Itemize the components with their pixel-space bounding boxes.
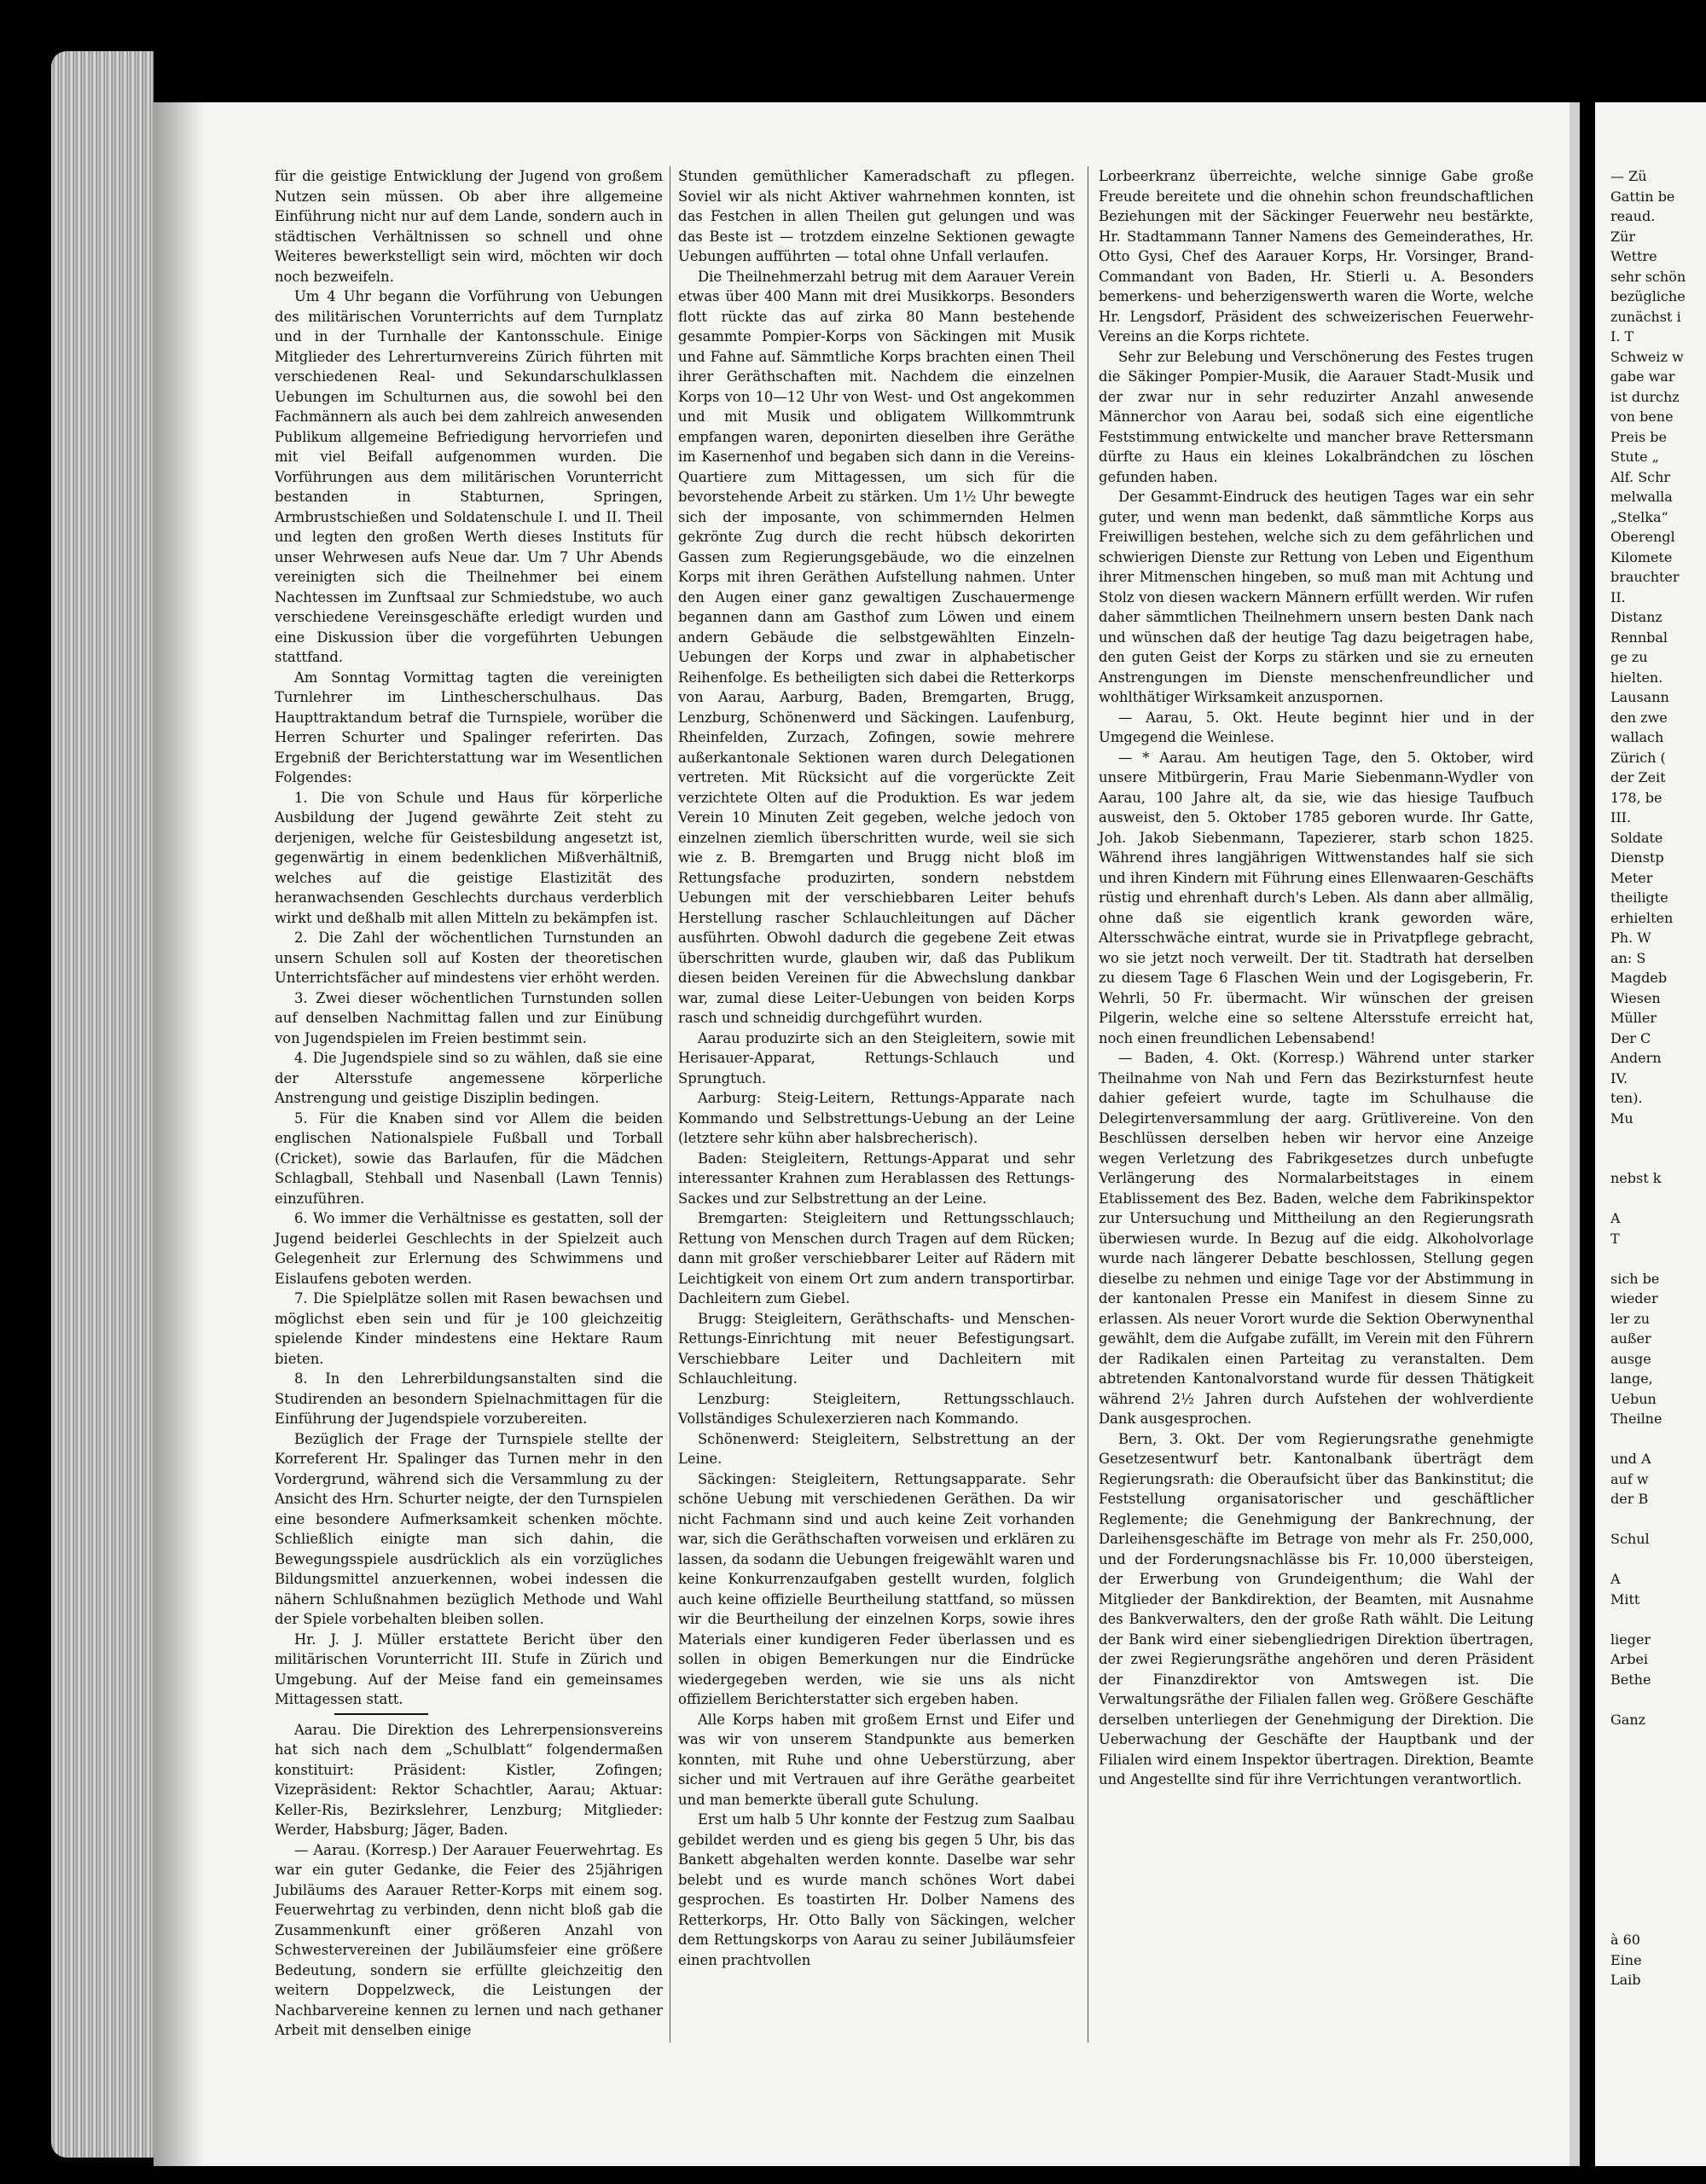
facing-page-line: ten). bbox=[1610, 1090, 1643, 1106]
paragraph: — Aarau, 5. Okt. Heute beginnt hier und in der Umgegend die Weinlese. bbox=[1099, 709, 1534, 745]
facing-page-line bbox=[1610, 1609, 1706, 1630]
paragraph: 2. Die Zahl der wöchentlichen Turnstunden an unsern Schulen soll auf Kosten der theoretischen Unterrichtsfächer auf mindestens vier erhöht werden. bbox=[275, 930, 663, 986]
paragraph: Lorbeerkranz überreichte, welche sinnige Gabe große Freude bereitete und die ohnehin schon freundschaftlichen Beziehungen mit der Säckinger Feuerwehr neu bestärkte, Hr. Stadtammann Tanner Namens des Gemeinderathes, Hr. Otto Gysi, Chef des Aarauer Korps, Hr. Vorsinger, Brand-Commandant von Baden, Hr. Stierli u. A. Besonders bemerkens- und beherzigenswerth waren die Worte, welche Hr. Lengsdorf, Präsident des schweizerischen Feuerwehr-Vereins an die Korps richtete. bbox=[1099, 168, 1534, 345]
paragraph: 7. Die Spielplätze sollen mit Rasen bewachsen und möglichst eben sein und für je 100 gleichzeitig spielende Kinder mindestens eine Hektare Raum bieten. bbox=[275, 1290, 663, 1367]
facing-page-line: hielten. bbox=[1610, 669, 1663, 686]
facing-page-line: außer bbox=[1610, 1330, 1651, 1347]
facing-page-line: Zür bbox=[1610, 228, 1636, 245]
paragraph: Die Theilnehmerzahl betrug mit dem Aarauer Verein etwas über 400 Mann mit drei Musikkorps. Besonders flott rückte das auf zirka 80 Mann bestehende gesammte Pompier-Korps von Säckingen mit Musik und Fahne auf. Sämmtliche Korps brachten einen Theil ihrer Geräthschaften mit. Nachdem die einzelnen Korps von 10—12 Uhr von West- und Ost angekommen und mit Musik und obligatem Willkommtrunk empfangen waren, deponirten dieselben ihre Geräthe im Kasernenhof und begaben sich dann in die Vereins-Quartiere zum Mittagessen, um sich für die bevorstehende Arbeit zu stärken. Um 1½ Uhr bewegte sich der imposante, von schimmernden Helmen gekrönte Zug durch die recht hübsch dekorirten Gassen zum Regierungsgebäude, wo die einzelnen Korps mit ihren Geräthen Aufstellung nahmen. Unter den Augen einer ganz gewaltigen Zuschauermenge begannen dann am Gasthof zum Löwen und einem andern Gebäude die selbstgewählten Einzeln-Uebungen der Korps und zwar in alphabetischer Reihenfolge. Es betheiligten sich dabei die Retterkorps von Aarau, Aarburg, Baden, Bremgarten, Brugg, Lenzburg, Schönenwerd und Säckingen. Laufenburg, Rheinfelden, Zurzach, Zofingen, sowie mehrere außerkantonale Sektionen waren durch Delegationen vertreten. Mit Rücksicht auf die vorgerückte Zeit verzichtete Olten auf die Produktion. Es war jedem Verein 10 Minuten Zeit gegeben, welche jedoch von einzelnen ziemlich überschritten wurde, weil sie sich wie z. B. Bremgarten und Brugg nicht bloß im Rettungsfache produzirten, sondern nebstdem Uebungen mit der verschiebbaren Leiter behufs Herstellung rascher Schlauchleitungen auf Dächer ausführten. Obwohl dadurch die gegebene Zeit etwas überschritten wurde, glauben wir, daß das Publikum diesen beiden Vereinen für die Abwechslung dankbar war, zumal diese Leiter-Uebungen von beiden Korps rasch und schneidig durchgeführt wurden. bbox=[678, 268, 1075, 1026]
facing-page-line: ist durchz bbox=[1610, 388, 1680, 405]
gutter-shadow bbox=[154, 102, 205, 2166]
paragraph: — Aarau. (Korresp.) Der Aarauer Feuerwehrtag. Es war ein guter Gedanke, die Feier des 25jährigen Jubiläums des Aarauer Retter-Korps mit einem sog. Feuerwehrtag zu verbinden, denn nicht bloß gab die Zusammenkunft einer größeren Anzahl von Schwestervereinen der Jubiläumsfeier eine größere Bedeutung, sondern sie erfüllte gleichzeitig den weitern Doppelzweck, die Leistungen der Nachbarvereine kennen zu lernen und nach gethaner Arbeit mit denselben einige bbox=[275, 1841, 663, 2038]
facing-page-line: auf w bbox=[1610, 1470, 1649, 1487]
paragraph: Säckingen: Steigleitern, Rettungsapparate. Sehr schöne Uebung mit verschiedenen Geräthen. Da wir nicht Fachmann sind und auch keine Zeit vorhanden war, sich die Geräthschaften vorweisen und erklären zu lassen, da sodann die Uebungen freigewählt waren und keine Konkurrenzaufgaben gestellt wurden, folglich auch keine offizielle Beurtheilung stattfand, so müssen wir die Beurtheilung der einzelnen Korps, sowie ihres Materials einer kundigeren Feder überlassen und es sollen in obigen Bemerkungen nur die Eindrücke wiedergegeben werden, wie sie uns als nicht offiziellem Berichterstatter sich ergeben haben. bbox=[678, 1470, 1075, 1707]
facing-page-line: Eine bbox=[1610, 1951, 1642, 1968]
paragraph: Hr. J. J. Müller erstattete Bericht über den militärischen Vorunterricht III. Stufe in Zürich und Umgebung. Auf der Meise fand ein gemeinsames Mittagessen statt. bbox=[275, 1631, 663, 1707]
facing-page-text bbox=[1610, 166, 1706, 1990]
facing-page-line bbox=[1610, 1729, 1706, 1750]
facing-page-line: wallach bbox=[1610, 729, 1664, 745]
facing-page-line: Mu bbox=[1610, 1109, 1633, 1127]
facing-page-line bbox=[1610, 1429, 1706, 1450]
facing-page-line: wieder bbox=[1610, 1290, 1658, 1306]
facing-page-line: sich be bbox=[1610, 1270, 1660, 1287]
facing-page-line: Dienstp bbox=[1610, 849, 1664, 866]
facing-page-line: der Zeit bbox=[1610, 769, 1666, 785]
facing-page-line: an: S bbox=[1610, 949, 1646, 966]
facing-page-line: Gattin be bbox=[1610, 188, 1675, 205]
facing-page-line: brauchter bbox=[1610, 569, 1680, 585]
facing-page-line: Oberengl bbox=[1610, 529, 1675, 545]
paragraph: — Baden, 4. Okt. (Korresp.) Während unter starker Theilnahme von Nah und Fern das Bezirksturnfest heute dahier gefeiert wurde, tagte im Schulhause die Delegirtenversammlung der aarg. Grütlivereine. Von den Beschlüssen derselben heben wir hervor eine Anzeige wegen Verletzung des Fabrikgesetzes durch unbefugte Verlängerung des Normalarbeitstages in einem Etablissement des Bez. Baden, welche dem Fabrikinspektor zur Untersuchung und Mittheilung an den Regierungsrath überwiesen wurde. In Bezug auf die eidg. Alkoholvorlage wurde nach längerer Debatte beschlossen, Stellung gegen dieselbe zu nehmen und einige Tage vor der Abstimmung in der kantonalen Presse ein Manifest in diesem Sinne zu erlassen. Als neuer Vorort wurde die Sektion Oberwynenthal gewählt, dem die Aufgabe zufällt, im Verein mit den Führern der Radikalen einen Parteitag zu veranstalten. Dem abtretenden Kantonalvorstand wurde für dessen Thätigkeit während 2½ Jahren durch Aufstehen der wohlverdiente Dank ausgesprochen. bbox=[1099, 1050, 1534, 1427]
paragraph: — * Aarau. Am heutigen Tage, den 5. Oktober, wird unsere Mitbürgerin, Frau Marie Siebenmann-Wydler von Aarau, 100 Jahre alt, da sie, wie das hiesige Taufbuch ausweist, den 5. Oktober 1785 geboren wurde. Ihr Gatte, Joh. Jakob Siebenmann, Tapezierer, starb schon 1825. Während ihres langjährigen Wittwenstandes half sie sich und ihren Kindern mit Führung eines Ellenwaaren-Geschäfts rüstig und ehrenhaft durch's Leben. Als dann aber allmälig, ohne daß sie eigentlich krank geworden wäre, Altersschwäche eintrat, wurde sie in Privatpflege gebracht, wo sie jetzt noch verweilt. Der tit. Stadtrath hat derselben zu diesem Tage 6 Flaschen Wein und der Logisgeberin, Fr. Wehrli, 50 Fr. übermacht. Wir wünschen der greisen Pilgerin, welche eine so seltene Altersstufe erreicht hat, noch einen freundlichen Lebensabend! bbox=[1099, 749, 1534, 1046]
facing-page-line: — Zü bbox=[1610, 168, 1647, 184]
facing-page-line bbox=[1610, 1890, 1706, 1910]
facing-page-line: von bene bbox=[1610, 408, 1674, 425]
facing-page-line: sehr schön bbox=[1610, 268, 1686, 285]
facing-page-line: den zwe bbox=[1610, 709, 1668, 726]
facing-page-line bbox=[1610, 1850, 1706, 1870]
facing-page-line: Preis be bbox=[1610, 428, 1668, 445]
facing-page-line: und A bbox=[1610, 1451, 1651, 1467]
paragraph: Baden: Steigleitern, Rettungs-Apparat und sehr interessanter Krahnen zum Herablassen des Rettungs-Sackes und zur Selbstrettung an der Leine. bbox=[678, 1150, 1075, 1207]
facing-page-line: ausge bbox=[1610, 1350, 1651, 1367]
facing-page-line: Mitt bbox=[1610, 1590, 1640, 1608]
paragraph: Schönenwerd: Steigleitern, Selbstrettung an der Leine. bbox=[678, 1430, 1075, 1467]
facing-page-line bbox=[1610, 1248, 1706, 1269]
facing-page bbox=[1595, 102, 1706, 2166]
paragraph: 8. In den Lehrerbildungsanstalten sind die Studirenden an besondern Spielnachmittagen für die Einführung der Jugendspiele vorzubereiten. bbox=[275, 1370, 663, 1427]
facing-page-line: Arbei bbox=[1610, 1651, 1649, 1667]
facing-page-line: Andern bbox=[1610, 1050, 1662, 1066]
paragraph: Aarau. Die Direktion des Lehrerpensionsvereins hat sich nach dem „Schulblatt“ folgendermaßen konstituirt: Präsident: Kistler, Zofingen; Vizepräsident: Rektor Schachtler, Aarau; Aktuar: Keller-Ris, Bezirkslehrer, Lenzburg; Mitglieder: Werder, Habsburg; Jäger, Baden. bbox=[275, 1721, 663, 1838]
facing-page-line: Müller bbox=[1610, 1010, 1657, 1026]
facing-page-line: nebst k bbox=[1610, 1170, 1662, 1186]
paragraph: 3. Zwei dieser wöchentlichen Turnstunden sollen auf denselben Nachmittag fallen und zur Einübung von Jugendspielen im Freien bestimmt sein. bbox=[275, 989, 663, 1046]
section-rule bbox=[334, 1713, 428, 1715]
facing-page-line: lieger bbox=[1610, 1631, 1651, 1648]
facing-page-line: Der C bbox=[1610, 1029, 1651, 1046]
facing-page-line: Meter bbox=[1610, 869, 1653, 886]
facing-page-line bbox=[1610, 1550, 1706, 1570]
facing-page-line: Ph. W bbox=[1610, 930, 1651, 946]
facing-page-line bbox=[1610, 1830, 1706, 1851]
facing-page-line bbox=[1610, 1750, 1706, 1770]
article-column-2 bbox=[678, 166, 1075, 1970]
facing-page-line bbox=[1610, 1770, 1706, 1790]
facing-page-line: I. T bbox=[1610, 328, 1634, 345]
facing-page-line: Soldate bbox=[1610, 829, 1663, 846]
paragraph: Um 4 Uhr begann die Vorführung von Uebungen des militärischen Vorunterrichts auf dem Turnplatz und in der Turnhalle der Kantonsschule. Einige Mitglieder des Lehrerturnvereins Zürich führten mit verschiedenen Real- und Sekundarschulklassen Uebungen im Schulturnen aus, die sowohl bei den Fachmännern als auch bei dem zahlreich anwesenden Publikum allgemeine Befriedigung hervorriefen und mit viel Beifall aufgenommen wurden. Die Vorführungen aus dem militärischen Vorunterricht bestanden in Stabturnen, Springen, Armbrustschießen und Soldatenschule I. und II. Theil und legten den großen Werth dieses Instituts für unser Wehrwesen aufs Neue dar. Um 7 Uhr Abends vereinigten sich die Theilnehmer bei einem Nachtessen im Zunftsaal zur Schmiedstube, wo auch verschiedene Vereinsgeschäfte erledigt wurden und eine Diskussion über die vorgeführten Uebungen stattfand. bbox=[275, 288, 663, 665]
facing-page-line: Laib bbox=[1610, 1972, 1641, 1988]
paragraph: Am Sonntag Vormittag tagten die vereinigten Turnlehrer im Linthescherschulhaus. Das Haupttraktandum betraf die Turnspiele, worüber die Herren Schurter und Spalinger referirten. Das Ergebniß der Berichterstattung war im Wesentlichen Folgendes: bbox=[275, 669, 663, 785]
facing-page-line: Distanz bbox=[1610, 609, 1662, 625]
facing-page-line: „Stelka“ bbox=[1610, 508, 1668, 525]
facing-page-line bbox=[1610, 1509, 1706, 1530]
facing-page-line: Lausann bbox=[1610, 689, 1669, 705]
facing-page-line bbox=[1610, 1790, 1706, 1810]
book-edge-left bbox=[51, 51, 154, 2158]
facing-page-line: T bbox=[1610, 1230, 1620, 1247]
paragraph: für die geistige Entwicklung der Jugend von großem Nutzen sein müssen. Ob aber ihre allgemeine Einführung nicht nur auf dem Lande, sondern auch in städtischen Verhältnissen so schnell und ohne Weiteres bewerkstelligt sein wird, möchten wir doch noch bezweifeln. bbox=[275, 168, 663, 285]
facing-page-line: zunächst i bbox=[1610, 308, 1681, 325]
facing-page-line: melwalla bbox=[1610, 489, 1673, 505]
paragraph: 6. Wo immer die Verhältnisse es gestatten, soll der Jugend beiderlei Geschlechts in der Spielzeit auch Gelegenheit zur Erlernung des Schwimmens und Eislaufens geboten werden. bbox=[275, 1210, 663, 1287]
facing-page-line bbox=[1610, 1910, 1706, 1931]
paragraph: Bern, 3. Okt. Der vom Regierungsrathe genehmigte Gesetzesentwurf betr. Kantonalbank überträgt dem Regierungsrath: die Oberaufsicht über das Bankinstitut; die Feststellung organisatorischer und geschäftlicher Reglemente; die Genehmigung der Bankrechnung, der Darleihensgeschäfte im Betrage von mehr als Fr. 250,000, und der Forderungsnachlässe bis Fr. 10,000 übersteigen, der Erwerbung von Grundeigenthum; die Wahl der Mitglieder der Bankdirektion, der Beamten, mit Ausnahme des Bankverwalters, den der große Rath wählt. Die Leitung der Bank wird einer siebengliedrigen Direktion übertragen, der zwei Regierungsräthe angehören und deren Präsident der Finanzdirektor von Amtswegen ist. Die Verwaltungsräthe der Filialen fallen weg. Größere Geschäfte derselben unterliegen der Genehmigung der Direktion. Die Ueberwachung der Geschäfte der Hauptbank und der Filialen wird einem Inspektor übertragen. Direktion, Beamte und Angestellte sind für ihre Verrichtungen verantwortlich. bbox=[1099, 1430, 1534, 1787]
facing-page-line: erhielten bbox=[1610, 909, 1674, 926]
facing-page-line: Wiesen bbox=[1610, 989, 1661, 1006]
article-column-1 bbox=[275, 166, 663, 2041]
facing-page-line: lange, bbox=[1610, 1370, 1653, 1387]
paragraph: Stunden gemüthlicher Kameradschaft zu pflegen. Soviel wir als nicht Aktiver wahrnehmen konnten, ist das Festchen in allen Theilen gut gelungen und was das Beste ist — trotzdem einzelne Sektionen gewagte Uebungen aufführten — total ohne Unfall verlaufen. bbox=[678, 168, 1075, 264]
facing-page-line: Bethe bbox=[1610, 1671, 1651, 1688]
facing-page-line bbox=[1610, 1810, 1706, 1830]
paragraph: 5. Für die Knaben sind vor Allem die beiden englischen Nationalspiele Fußball und Torball (Cricket), sowie das Barlaufen, für die Mädchen Schlagball, Stehball und Nasenball (Lawn Tennis) einzuführen. bbox=[275, 1109, 663, 1207]
article-column-3 bbox=[1099, 166, 1534, 1790]
facing-page-line: IV. bbox=[1610, 1069, 1628, 1086]
facing-page-line: der B bbox=[1610, 1491, 1649, 1507]
paragraph: Alle Korps haben mit großem Ernst und Eifer und was wir von unserem Standpunkte aus bemerken konnten, mit Ruhe und ohne Ueberstürzung, aber sicher und mit Vertrauen auf ihre Geräthe gearbeitet und man bemerkte überall gute Schulung. bbox=[678, 1711, 1075, 1808]
facing-page-line: gabe war bbox=[1610, 368, 1675, 385]
paragraph: Der Gesammt-Eindruck des heutigen Tages war ein sehr guter, und wenn man bedenkt, daß sämmtliche Korps aus Freiwilligen bestehen, welche sich zu dem gefährlichen und schwierigen Dienste zur Rettung von Leben und Eigenthum ihrer Mitmenschen hingeben, so muß man mit Achtung und Stolz von diesen wackern Männern erfüllt werden. Wir rufen daher sämmtlichen Theilnehmern unsern besten Dank nach und wünschen daß der heutige Tag dazu beigetragen habe, den guten Geist der Korps zu stärken und sie zu erneuten Anstrengungen im Dienste menschenfreundlicher und wohlthätiger Wirksamkeit anzuspornen. bbox=[1099, 489, 1534, 705]
paragraph: Brugg: Steigleitern, Geräthschafts- und Menschen-Rettungs-Einrichtung mit neuer Befestigungsart. Verschiebbare Leiter und Dachleitern mit Schlauchleitung. bbox=[678, 1310, 1075, 1387]
paragraph: Aarburg: Steig-Leitern, Rettungs-Apparate nach Kommando und Selbstrettungs-Uebung an der Leine (letztere sehr kühn aber halsbrecherisch). bbox=[678, 1090, 1075, 1146]
facing-page-line: Rennbal bbox=[1610, 629, 1668, 646]
facing-page-line: A bbox=[1610, 1571, 1621, 1587]
paragraph: 1. Die von Schule und Haus für körperliche Ausbildung der Jugend gewährte Zeit steht zu derjenigen, welche für Geistesbildung angesetzt ist, gegenwärtig in einem bedenklichen Mißverhältniß, welches auf die geistige Elastizität des heranwachsenden Geschlechts durchaus verderblich wirkt und deßhalb mit allen Mitteln zu bekämpfen ist. bbox=[275, 789, 663, 926]
facing-page-line: Wettre bbox=[1610, 248, 1657, 264]
facing-page-line: Uebun bbox=[1610, 1390, 1657, 1407]
facing-page-line bbox=[1610, 1128, 1706, 1149]
facing-page-line: ler zu bbox=[1610, 1310, 1651, 1327]
facing-page-line bbox=[1610, 1689, 1706, 1710]
paragraph: Bezüglich der Frage der Turnspiele stellte der Korreferent Hr. Spalinger das Turnen mehr in den Vordergrund, während sich die Versammlung zu der Ansicht des Hrn. Schurter neigte, der den Turnspielen eine besondere Aufmerksamkeit schenken möchte. Schließlich einigte man sich dahin, die Bewegungsspiele ausdrücklich als ein vorzügliches Bildungsmittel anzuerkennen, wobei indessen die nähern Schlußnahmen bezüglich Methode und Wahl der Spiele vorbehalten bleiben sollen. bbox=[275, 1430, 663, 1627]
facing-page-line: bezügliche bbox=[1610, 288, 1686, 304]
facing-page-line: III. bbox=[1610, 809, 1632, 826]
paragraph: Aarau produzirte sich an den Steigleitern, sowie mit Herisauer-Apparat, Rettungs-Schlauch und Sprungtuch. bbox=[678, 1029, 1075, 1086]
facing-page-line: Theilne bbox=[1610, 1411, 1662, 1427]
paragraph: Bremgarten: Steigleitern und Rettungsschlauch; Rettung von Menschen durch Tragen auf dem Rücken; dann mit großer verschiebbarer Leiter auf Rädern mit Leichtigkeit von einem Ort zum andern transportirbar. Dachleitern zum Giebel. bbox=[678, 1210, 1075, 1306]
paragraph: Lenzburg: Steigleitern, Rettungsschlauch. Vollständiges Schulexerzieren nach Kommando. bbox=[678, 1390, 1075, 1427]
facing-page-line bbox=[1610, 1870, 1706, 1891]
facing-page-line: Stute „ bbox=[1610, 449, 1659, 465]
facing-page-line: 178, be bbox=[1610, 789, 1662, 806]
facing-page-line: II. bbox=[1610, 588, 1626, 605]
paragraph: 4. Die Jugendspiele sind so zu wählen, daß sie eine der Altersstufe angemessene körperliche Anstrengung und geistige Disziplin bedingen. bbox=[275, 1050, 663, 1106]
facing-page-line: Alf. Schr bbox=[1610, 468, 1671, 485]
facing-page-line: Schul bbox=[1610, 1531, 1650, 1547]
paragraph: Erst um halb 5 Uhr konnte der Festzug zum Saalbau gebildet werden und es gieng bis gegen 5 Uhr, bis das Bankett abgehalten werden konnte. Daselbe war sehr belebt und es wurde manch schönes Wort dabei gesprochen. Es toastirten Hr. Dolber Namens des Retterkorps, Hr. Otto Bally von Säckingen, welcher dem Rettungskorps von Aarau zu seiner Jubiläumsfeier einen prachtvollen bbox=[678, 1811, 1075, 1968]
facing-page-line bbox=[1610, 1189, 1706, 1209]
facing-page-line: Kilomete bbox=[1610, 548, 1673, 565]
facing-page-line: A bbox=[1610, 1210, 1621, 1226]
paragraph: Sehr zur Belebung und Verschönerung des Festes trugen die Säkinger Pompier-Musik, die Aarauer Stadt-Musik und der zwar nur in sehr reduzirter Anzahl anwesende Männerchor von Aarau bei, sodaß sich eine eigentliche Feststimmung entwickelte und mancher brave Rettersmann dürfte zu Haus ein kleines Lokalbrändchen zu löschen gefunden haben. bbox=[1099, 348, 1534, 485]
facing-page-line bbox=[1610, 1149, 1706, 1169]
facing-page-line: à 60 bbox=[1610, 1932, 1640, 1948]
facing-page-line: Ganz bbox=[1610, 1711, 1646, 1728]
facing-page-line: Schweiz w bbox=[1610, 348, 1684, 365]
facing-page-line: reaud. bbox=[1610, 208, 1656, 224]
facing-page-line: Magdeb bbox=[1610, 970, 1668, 986]
facing-page-line: ge zu bbox=[1610, 649, 1648, 665]
facing-page-line: Zürich ( bbox=[1610, 749, 1666, 766]
facing-page-line: theiligte bbox=[1610, 889, 1668, 906]
